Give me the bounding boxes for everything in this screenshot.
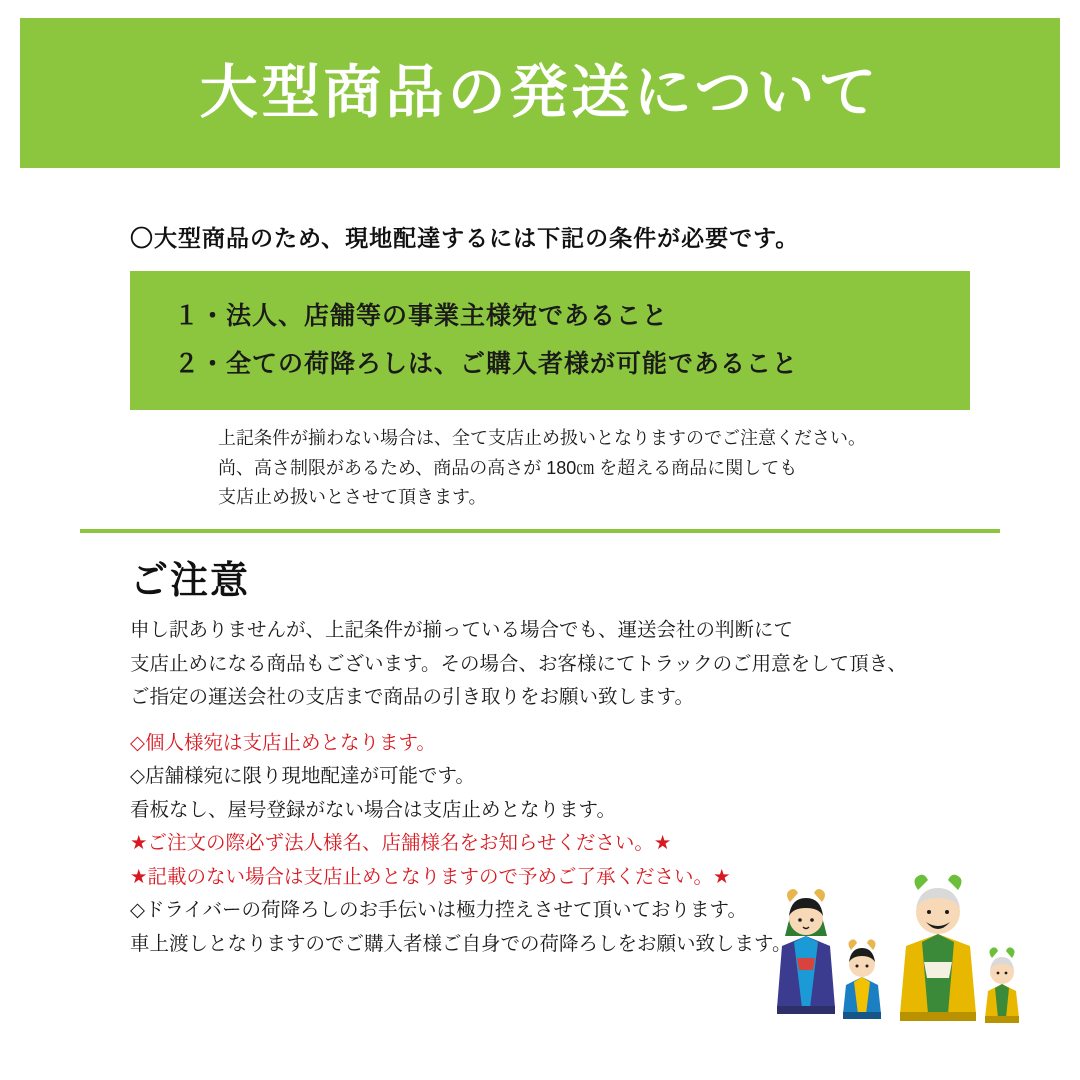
caution-note-line: ★記載のない場合は支店止めとなりますので予めご了承ください。★ [130, 865, 731, 888]
caution-paragraph-line: 申し訳ありませんが、上記条件が揃っている場合でも、運送会社の判断にて [130, 619, 794, 642]
header-banner [20, 18, 1060, 168]
caution-note-line: 看板なし、屋号登録がない場合は支店止めとなります。 [130, 798, 616, 821]
conditions-note-line: 尚、高さ制限があるため、商品の高さが 180㎝ を超える商品に関しても [218, 457, 798, 478]
conditions-note-line: 支店止め扱いとさせて頂きます。 [218, 487, 487, 508]
caution-note-line: ◇個人様宛は支店止めとなります。 [130, 731, 436, 754]
spacer [130, 715, 1000, 727]
section-divider [80, 529, 1000, 533]
condition-item-1: １・法人、店舗等の事業主様宛であること [174, 302, 669, 330]
caution-note-line: 車上渡しとなりますのでご購入者様ご自身での荷降ろしをお願い致します。 [130, 932, 792, 955]
caution-paragraph-line: 支店止めになる商品もございます。その場合、お客様にてトラックのご用意をして頂き、 [130, 652, 907, 675]
page-title: 大型商品の発送について [199, 60, 881, 125]
caution-note-line: ◇店舗様宛に限り現地配達が可能です。 [130, 765, 475, 788]
caution-section [20, 549, 1060, 961]
caution-title: ご注意 [130, 560, 251, 603]
conditions-heading: 〇大型商品のため、現地配達するには下記の条件が必要です。 [130, 225, 800, 251]
caution-note-line: ★ご注文の際必ず法人様名、店舗様名をお知らせください。★ [130, 832, 672, 855]
condition-item-2: ２・全ての荷降ろしは、ご購入者様が可能であること [174, 349, 799, 378]
conditions-note-line: 上記条件が揃わない場合は、全て支店止め扱いとなりますのでご注意ください。 [218, 428, 866, 448]
caution-note-line: ◇ドライバーの荷降ろしのお手伝いは極力控えさせて頂いております。 [130, 899, 747, 922]
caution-paragraph-line: ご指定の運送会社の支店まで商品の引き取りをお願い致します。 [130, 686, 694, 709]
conditions-box [130, 271, 970, 410]
conditions-section [20, 220, 1060, 513]
conditions-notes [130, 424, 970, 513]
